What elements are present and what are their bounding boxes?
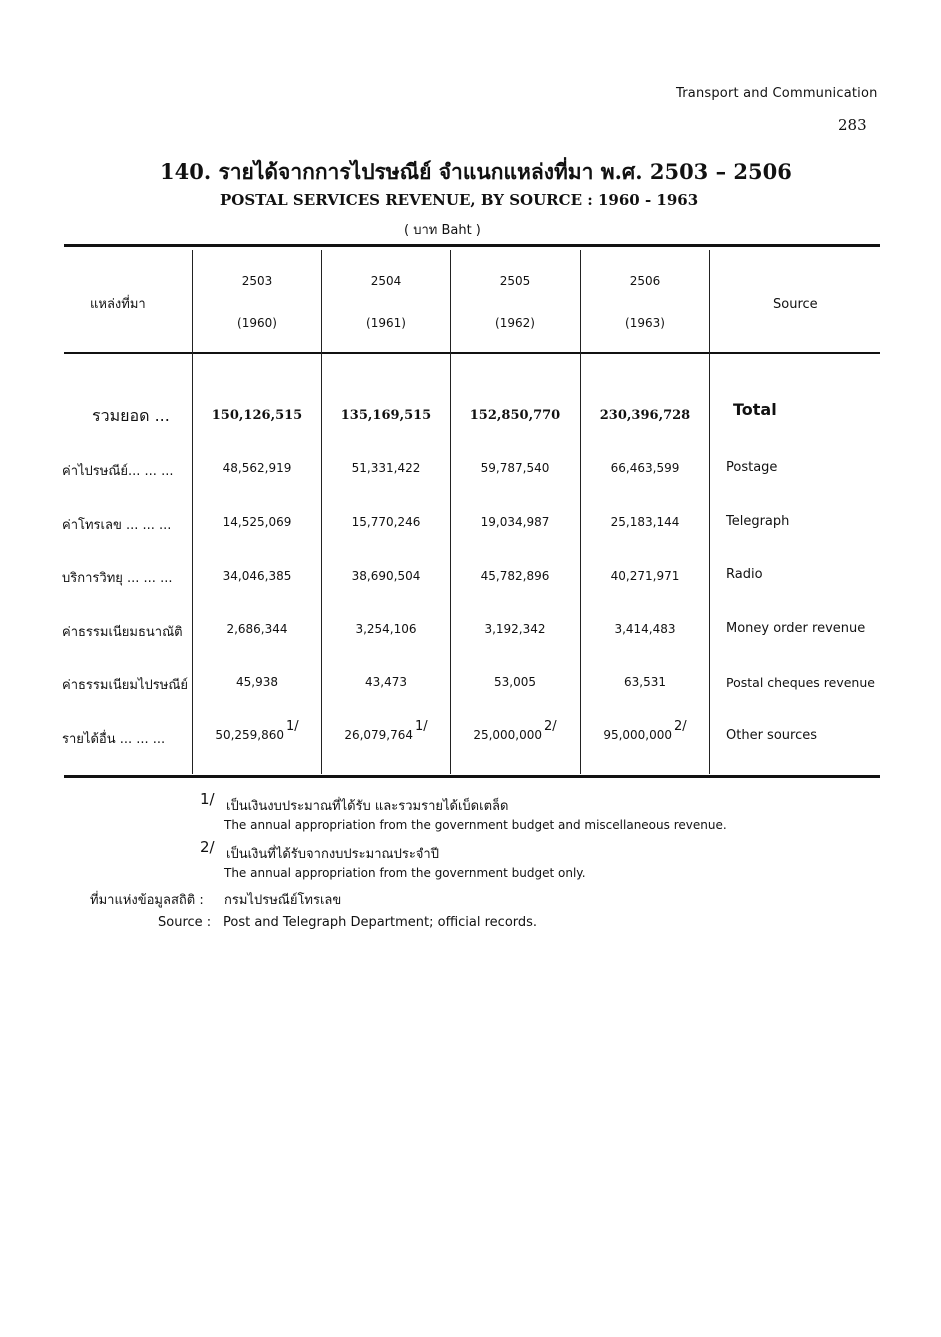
row-label-thai: ค่าธรรมเนียมไปรษณีย์ bbox=[62, 678, 189, 693]
header-source-thai: แหล่งที่มา bbox=[90, 297, 146, 312]
page-number: 283 bbox=[838, 116, 867, 134]
header-year-be: 2503 bbox=[241, 274, 273, 288]
header-year-ad: (1963) bbox=[625, 316, 665, 330]
footnote-thai: เป็นเงินงบประมาณที่ได้รับ และรวมรายได้เบ็ดเตล็ด bbox=[226, 799, 509, 814]
cell-value bbox=[581, 719, 709, 743]
cell-value: 14,525,069 bbox=[222, 515, 292, 529]
cell-value: 3,192,342 bbox=[484, 622, 546, 636]
header-year-be: 2504 bbox=[370, 274, 402, 288]
footnote-english: The annual appropriation from the government budget and miscellaneous revenue. bbox=[224, 818, 727, 832]
row-label-thai: รายได้อื่น ... ... ... bbox=[62, 732, 166, 747]
cell-value-text: 95,000,000 bbox=[603, 728, 673, 742]
row-label-english: Other sources bbox=[726, 728, 817, 743]
cell-value: 38,690,504 bbox=[351, 569, 421, 583]
cell-value bbox=[193, 719, 321, 743]
source-label-english: Source : bbox=[158, 915, 212, 930]
cell-value: 19,034,987 bbox=[480, 515, 550, 529]
cell-value: 25,183,144 bbox=[610, 515, 680, 529]
total-value: 150,126,515 bbox=[211, 408, 303, 423]
cell-value: 51,331,422 bbox=[351, 461, 421, 475]
cell-value: 53,005 bbox=[494, 675, 536, 689]
cell-value bbox=[451, 719, 579, 743]
cell-value: 59,787,540 bbox=[480, 461, 550, 475]
cell-value-text: 26,079,764 bbox=[344, 728, 414, 742]
cell-value: 15,770,246 bbox=[351, 515, 421, 529]
source-text-english: Post and Telegraph Department; official records. bbox=[223, 915, 538, 930]
row-label-english: Radio bbox=[726, 567, 763, 582]
cell-value: 3,254,106 bbox=[355, 622, 417, 636]
cell-value: 45,782,896 bbox=[480, 569, 550, 583]
section-header: Transport and Communication bbox=[676, 86, 878, 101]
cell-value-text: 25,000,000 bbox=[473, 728, 543, 742]
table-header-rule bbox=[64, 352, 880, 354]
cell-value-text: 50,259,860 bbox=[215, 728, 285, 742]
footnote-mark: 2/ bbox=[200, 838, 215, 856]
header-year-be: 2506 bbox=[629, 274, 661, 288]
cell-value bbox=[322, 719, 450, 743]
cell-value: 40,271,971 bbox=[610, 569, 680, 583]
table-title-english: POSTAL SERVICES REVENUE, BY SOURCE : 1960 - 1963 bbox=[220, 191, 699, 209]
column-divider bbox=[709, 250, 710, 774]
cell-value: 45,938 bbox=[236, 675, 278, 689]
footnote-ref: 1/ bbox=[415, 719, 428, 734]
header-year-be: 2505 bbox=[499, 274, 531, 288]
header-year-ad: (1962) bbox=[495, 316, 535, 330]
row-label-english: Postage bbox=[726, 460, 778, 475]
cell-value: 2,686,344 bbox=[226, 622, 288, 636]
footnote-ref: 2/ bbox=[544, 719, 557, 734]
cell-value: 34,046,385 bbox=[222, 569, 292, 583]
row-label-english: Money order revenue bbox=[726, 621, 866, 636]
source-label-thai: ที่มาแห่งข้อมูลสถิติ : bbox=[90, 893, 204, 908]
table-top-rule bbox=[64, 244, 880, 247]
cell-value: 66,463,599 bbox=[610, 461, 680, 475]
footnote-ref: 1/ bbox=[286, 719, 299, 734]
cell-value: 48,562,919 bbox=[222, 461, 292, 475]
table-bottom-rule bbox=[64, 775, 880, 778]
row-label-thai-total: รวมยอด ... bbox=[92, 406, 170, 425]
row-label-english: Telegraph bbox=[726, 514, 790, 529]
cell-value: 3,414,483 bbox=[614, 622, 676, 636]
row-label-thai: ค่าไปรษณีย์... ... ... bbox=[62, 464, 174, 479]
footnote-ref: 2/ bbox=[674, 719, 687, 734]
header-year-ad: (1960) bbox=[237, 316, 277, 330]
cell-value: 63,531 bbox=[624, 675, 666, 689]
header-source-english: Source bbox=[773, 297, 818, 312]
table-title-thai: 140. รายได้จากการไปรษณีย์ จำแนกแหล่งที่มา พ.ศ. 2503 – 2506 bbox=[160, 159, 792, 184]
footnote-thai: เป็นเงินที่ได้รับจากงบประมาณประจำปี bbox=[226, 847, 439, 862]
total-value: 230,396,728 bbox=[599, 408, 691, 423]
footnote-mark: 1/ bbox=[200, 790, 215, 808]
header-year-ad: (1961) bbox=[366, 316, 406, 330]
total-value: 152,850,770 bbox=[469, 408, 561, 423]
table-unit: ( บาท Baht ) bbox=[404, 223, 481, 238]
total-value: 135,169,515 bbox=[340, 408, 432, 423]
source-text-thai: กรมไปรษณีย์โทรเลข bbox=[224, 893, 342, 908]
cell-value: 43,473 bbox=[365, 675, 407, 689]
row-label-thai: บริการวิทยุ ... ... ... bbox=[62, 571, 173, 586]
row-label-thai: ค่าธรรมเนียมธนาณัติ bbox=[62, 625, 183, 640]
row-label-thai: ค่าโทรเลข ... ... ... bbox=[62, 518, 172, 533]
row-label-english-total: Total bbox=[733, 400, 777, 419]
row-label-english: Postal cheques revenue bbox=[726, 675, 875, 690]
footnote-english: The annual appropriation from the government budget only. bbox=[224, 866, 586, 880]
